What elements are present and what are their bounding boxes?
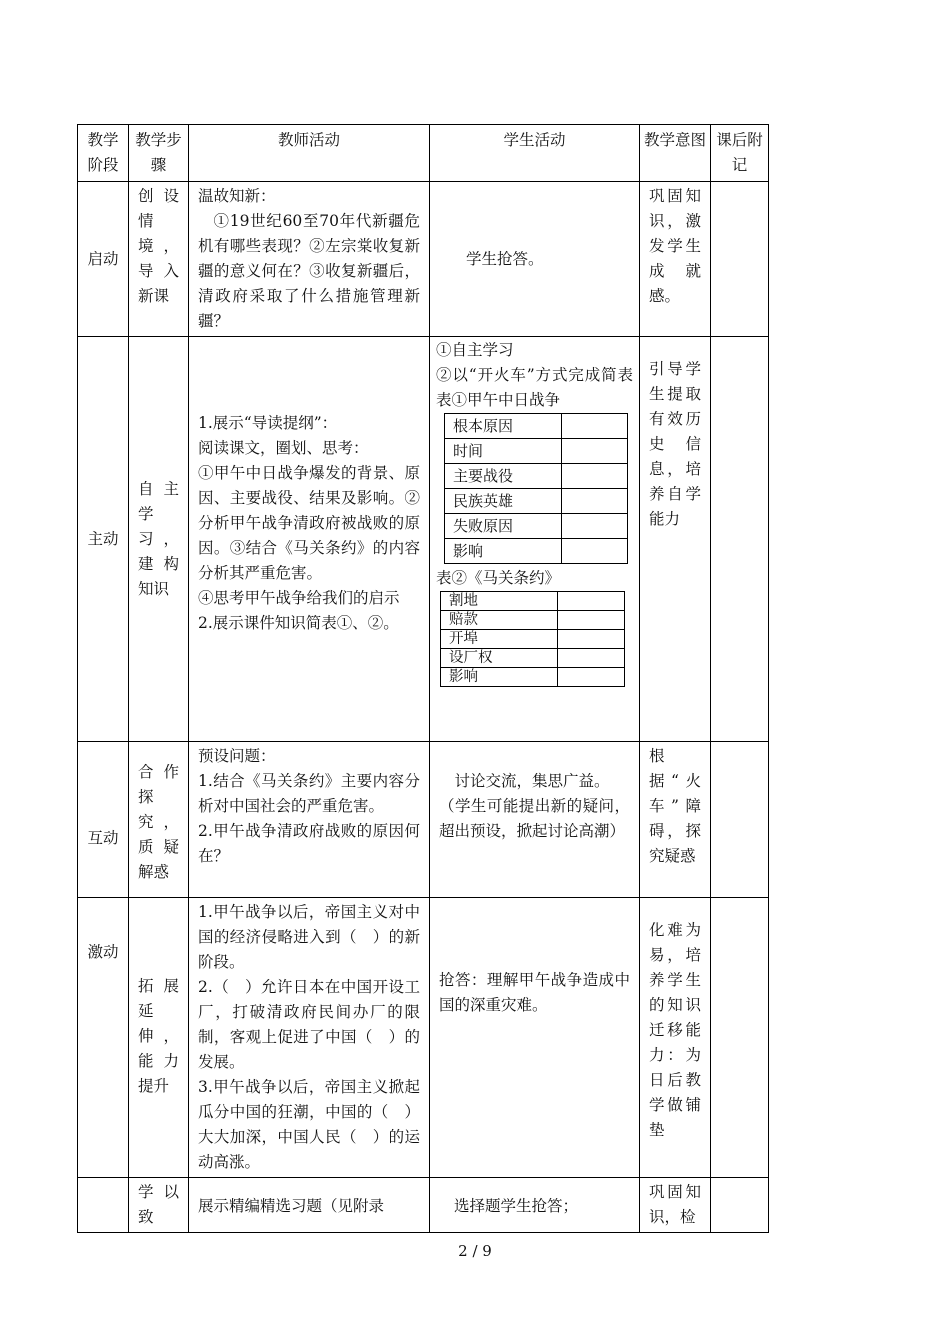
student-cell: 学生抢答。 bbox=[430, 182, 640, 337]
war-table-label: 主要战役 bbox=[445, 464, 562, 489]
war-table-label: 失败原因 bbox=[445, 514, 562, 539]
teacher-line: 阅读课文，圈划、思考： bbox=[198, 438, 369, 457]
intent-cell: 化难为易，培养学生的知识迁移能力：为日后教学做铺垫 bbox=[640, 898, 711, 1178]
war-table-blank bbox=[562, 514, 628, 539]
intent-cell: 巩固知识，激发学生成就感。 bbox=[640, 182, 711, 337]
notes-cell bbox=[711, 182, 769, 337]
table-row bbox=[78, 742, 769, 898]
stage-cell: 激动 bbox=[78, 898, 129, 1178]
stage-cell bbox=[78, 1178, 129, 1233]
header-notes: 课后附记 bbox=[711, 125, 769, 182]
step-cell: 拓展延伸，能力提升 bbox=[129, 898, 189, 1178]
student-line: ②以“开火车”方式完成简表 表①甲午中日战争 bbox=[436, 366, 633, 409]
lesson-plan-table bbox=[77, 124, 769, 1233]
teacher-line: ①19世纪60至70年代新疆危机有哪些表现？②左宗棠收复新疆的意义何在？③收复新疆后，清政府采取了什么措施管理新疆？ bbox=[198, 212, 420, 330]
stage-cell: 互动 bbox=[78, 742, 129, 898]
treaty-table-label: 设厂权 bbox=[441, 649, 558, 668]
war-table-blank bbox=[562, 414, 628, 439]
teacher-cell bbox=[189, 742, 430, 898]
teacher-line: 1.展示“导读提纲”： bbox=[198, 413, 338, 432]
table-row bbox=[78, 898, 769, 1178]
war-table-blank bbox=[562, 539, 628, 564]
war-table-label: 根本原因 bbox=[445, 414, 562, 439]
war-table-blank bbox=[562, 489, 628, 514]
step-cell: 合作探究，质疑解惑 bbox=[129, 742, 189, 898]
page-number: 2 / 9 bbox=[458, 1242, 492, 1260]
student-line: ①自主学习 bbox=[436, 341, 514, 359]
table-row bbox=[78, 337, 769, 742]
treaty-table-blank bbox=[558, 668, 625, 687]
war-table-blank bbox=[562, 439, 628, 464]
treaty-table-blank bbox=[558, 630, 625, 649]
teacher-cell bbox=[189, 337, 430, 742]
header-intent: 教学意图 bbox=[640, 125, 711, 182]
treaty-table-blank bbox=[558, 649, 625, 668]
treaty-table-blank bbox=[558, 611, 625, 630]
treaty-table-blank bbox=[558, 592, 625, 611]
step-cell: 自主学习，建构知识 bbox=[129, 337, 189, 742]
teacher-line: 2.（ ）允许日本在中国开设工厂，打破清政府民间办厂的限制，客观上促进了中国（ ）的发展。 bbox=[198, 978, 420, 1071]
table-row bbox=[78, 1178, 769, 1233]
teacher-line: 预设问题： bbox=[198, 747, 276, 765]
teacher-cell: 展示精编精选习题（见附录 bbox=[189, 1178, 430, 1233]
teacher-line: 温故知新： bbox=[198, 187, 276, 205]
teacher-line: 2.展示课件知识简表①、②。 bbox=[198, 613, 399, 632]
header-step: 教学步骤 bbox=[129, 125, 189, 182]
header-student: 学生活动 bbox=[430, 125, 640, 182]
step-cell: 创设情境，导入新课 bbox=[129, 182, 189, 337]
notes-cell bbox=[711, 1178, 769, 1233]
teacher-line: ④思考甲午战争给我们的启示 bbox=[198, 588, 400, 607]
teacher-line: 2.甲午战争清政府战败的原因何在？ bbox=[198, 822, 420, 865]
teacher-line: 3.甲午战争以后，帝国主义掀起瓜分中国的狂潮，中国的（ ）大大加深，中国人民（ ）的运动高涨。 bbox=[198, 1078, 420, 1171]
intent-cell: 引导学生提取有效历史信息，培养自学能力 bbox=[640, 337, 711, 742]
header-teacher: 教师活动 bbox=[189, 125, 430, 182]
student-line: （学生可能提出新的疑问，超出预设，掀起讨论高潮） bbox=[439, 797, 630, 840]
teacher-cell bbox=[189, 182, 430, 337]
notes-cell bbox=[711, 898, 769, 1178]
notes-cell bbox=[711, 337, 769, 742]
student-line: 讨论交流，集思广益。 bbox=[454, 772, 610, 790]
intent-cell: 巩固知识，检 bbox=[640, 1178, 711, 1233]
war-table-label: 影响 bbox=[445, 539, 562, 564]
teacher-line: 1.甲午战争以后，帝国主义对中国的经济侵略进入到（ ）的新阶段。 bbox=[198, 903, 420, 971]
student-cell: 选择题学生抢答； bbox=[430, 1178, 640, 1233]
treaty-table-label: 影响 bbox=[441, 668, 558, 687]
teacher-line: 1.结合《马关条约》主要内容分析对中国社会的严重危害。 bbox=[198, 772, 420, 815]
war-table-label: 民族英雄 bbox=[445, 489, 562, 514]
treaty-table-label: 开埠 bbox=[441, 630, 558, 649]
student-cell bbox=[430, 337, 640, 742]
intent-cell: 根据“火车”障碍，探究疑惑 bbox=[640, 742, 711, 898]
notes-cell bbox=[711, 742, 769, 898]
header-row bbox=[78, 125, 769, 182]
stage-cell: 启动 bbox=[78, 182, 129, 337]
step-cell: 学以致 bbox=[129, 1178, 189, 1233]
war-summary-table bbox=[444, 413, 628, 564]
teacher-cell bbox=[189, 898, 430, 1178]
treaty-table-label: 赔款 bbox=[441, 611, 558, 630]
treaty-table bbox=[440, 591, 625, 687]
student-cell bbox=[430, 742, 640, 898]
stage-cell: 主动 bbox=[78, 337, 129, 742]
student-cell: 抢答：理解甲午战争造成中国的深重灾难。 bbox=[430, 898, 640, 1178]
header-stage: 教学阶段 bbox=[78, 125, 129, 182]
treaty-table-label: 割地 bbox=[441, 592, 558, 611]
treaty-table-title: 表②《马关条约》 bbox=[436, 569, 561, 587]
war-table-blank bbox=[562, 464, 628, 489]
teacher-line: ①甲午中日战争爆发的背景、原因、主要战役、结果及影响。②分析甲午战争清政府被战败的原因。③结合《马关条约》的内容分析其严重危害。 bbox=[198, 463, 420, 582]
table-row bbox=[78, 182, 769, 337]
war-table-label: 时间 bbox=[445, 439, 562, 464]
